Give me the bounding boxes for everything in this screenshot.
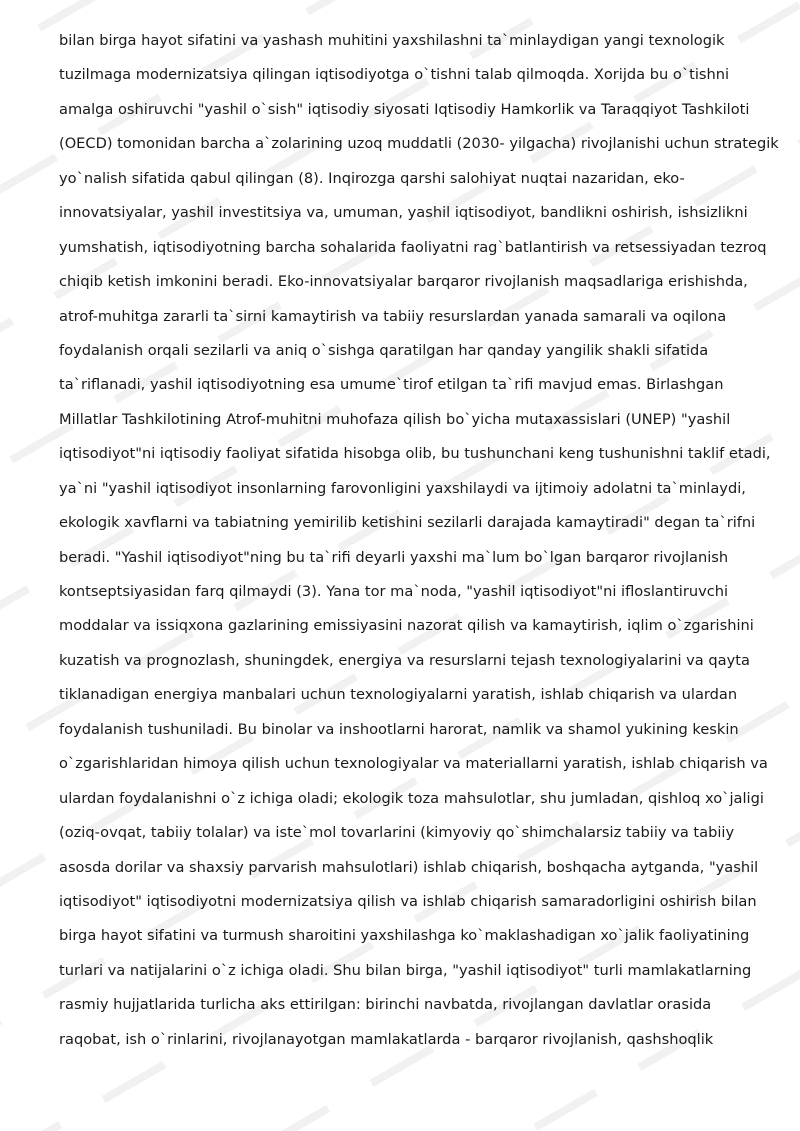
- text-line: innovatsiyalar, yashil investitsiya va, umuman, yashil iqtisodiyot, bandlikni oshirish, ishsizlikni: [59, 204, 748, 222]
- text-line: chiqib ketish imkonini beradi. Eko-innovatsiyalar barqaror rivojlanish maqsadlariga erishishda,: [59, 273, 748, 291]
- text-line: beradi. "Yashil iqtisodiyot"ning bu ta`rifi deyarli yaxshi ma`lum bo`lgan barqaror rivojlanish: [59, 548, 729, 566]
- text-line: yo`nalish sifatida qabul qilingan (8). Inqirozga qarshi salohiyat nuqtai nazaridan, eko-: [59, 169, 685, 187]
- text-line: tiklanadigan energiya manbalari uchun texnologiyalarni yaratish, ishlab chiqarish va ulardan: [59, 686, 738, 704]
- text-line: ta`riflanadi, yashil iqtisodiyotning esa umume`tirof etilgan ta`rifi mavjud emas. Birlashgan: [59, 376, 724, 394]
- text-line: tuzilmaga modernizatsiya qilingan iqtisodiyotga o`tishni talab qilmoqda. Xorijda bu o`tishni: [59, 66, 730, 84]
- text-line: raqobat, ish o`rinlarini, rivojlanayotgan mamlakatlarda - barqaror rivojlanish, qashshoqlik: [59, 1030, 714, 1048]
- text-line: moddalar va issiqxona gazlarining emissiyasini nazorat qilish va kamaytirish, iqlim o`zgarishini: [59, 617, 754, 635]
- text-line: foydalanish tushuniladi. Bu binolar va inshootlarni harorat, namlik va shamol yukining keskin: [59, 720, 739, 738]
- text-line: ulardan foydalanishni o`z ichiga oladi; ekologik toza mahsulotlar, shu jumladan, qishloq xo`jaligi: [59, 789, 764, 807]
- body-text: [59, 24, 800, 1057]
- text-line: (oziq-ovqat, tabiiy tolalar) va iste`mol tovarlarini (kimyoviy qo`shimchalarsiz tabiiy va tabiiy: [59, 824, 735, 842]
- text-line: kuzatish va prognozlash, shuningdek, energiya va resurslarni tejash texnologiyalarini va qayta: [59, 651, 750, 669]
- text-line: birga hayot sifatini va turmush sharoitini yaxshilashga ko`maklashadigan xo`jalik faoliyatining: [59, 927, 750, 945]
- text-line: bilan birga hayot sifatini va yashash muhitini yaxshilashni ta`minlaydigan yangi texnologik: [59, 32, 725, 49]
- text-line: Millatlar Tashkilotining Atrof-muhitni muhofaza qilish bo`yicha mutaxassislari (UNEP) "yashil: [59, 410, 731, 428]
- text-line: rasmiy hujjatlarida turlicha aks ettirilgan: birinchi navbatda, rivojlangan davlatlar orasida: [59, 996, 712, 1014]
- text-line: atrof-muhitga zararli ta`sirni kamaytirish va tabiiy resurslardan yanada samarali va oqilona: [59, 307, 727, 325]
- text-line: ya`ni "yashil iqtisodiyot insonlarning farovonligini yaxshilaydi va ijtimoiy adolatni ta`minlaydi,: [59, 479, 746, 497]
- text-line: kontseptsiyasidan farq qilmaydi (3). Yana tor ma`noda, "yashil iqtisodiyot"ni ifloslantiruvchi: [59, 583, 729, 600]
- text-line: iqtisodiyot"ni iqtisodiy faoliyat sifatida hisobga olib, bu tushunchani keng tushunishni taklif etadi,: [59, 445, 771, 463]
- text-line: (OECD) tomonidan barcha a`zolarining uzoq muddatli (2030- yilgacha) rivojlanishi uchun strategik: [59, 135, 779, 153]
- text-line: ekologik xavflarni va tabiatning yemirilib ketishini sezilarli darajada kamaytiradi" degan ta`rifni: [59, 514, 756, 532]
- text-line: yumshatish, iqtisodiyotning barcha sohalarida faoliyatni rag`batlantirish va retsessiyadan tezroq: [59, 238, 767, 256]
- text-line: asosda dorilar va shaxsiy parvarish mahsulotlari) ishlab chiqarish, boshqacha aytganda, "yashil: [59, 858, 759, 876]
- text-line: foydalanish orqali sezilarli va aniq o`sishga qaratilgan har qanday yangilik shakli sifatida: [59, 341, 709, 359]
- text-line: turlari va natijalarini o`z ichiga oladi. Shu bilan birga, "yashil iqtisodiyot" turli mamlakatlarning: [59, 961, 752, 979]
- text-line: iqtisodiyot" iqtisodiyotni modernizatsiya qilish va ishlab chiqarish samaradorligini oshirish bilan: [59, 892, 757, 910]
- text-line: o`zgarishlaridan himoya qilish uchun texnologiyalar va materiallarni yaratish, ishlab chiqarish va: [59, 755, 768, 773]
- text-line: amalga oshiruvchi "yashil o`sish" iqtisodiy siyosati Iqtisodiy Hamkorlik va Taraqqiyot Tashkiloti: [59, 100, 750, 118]
